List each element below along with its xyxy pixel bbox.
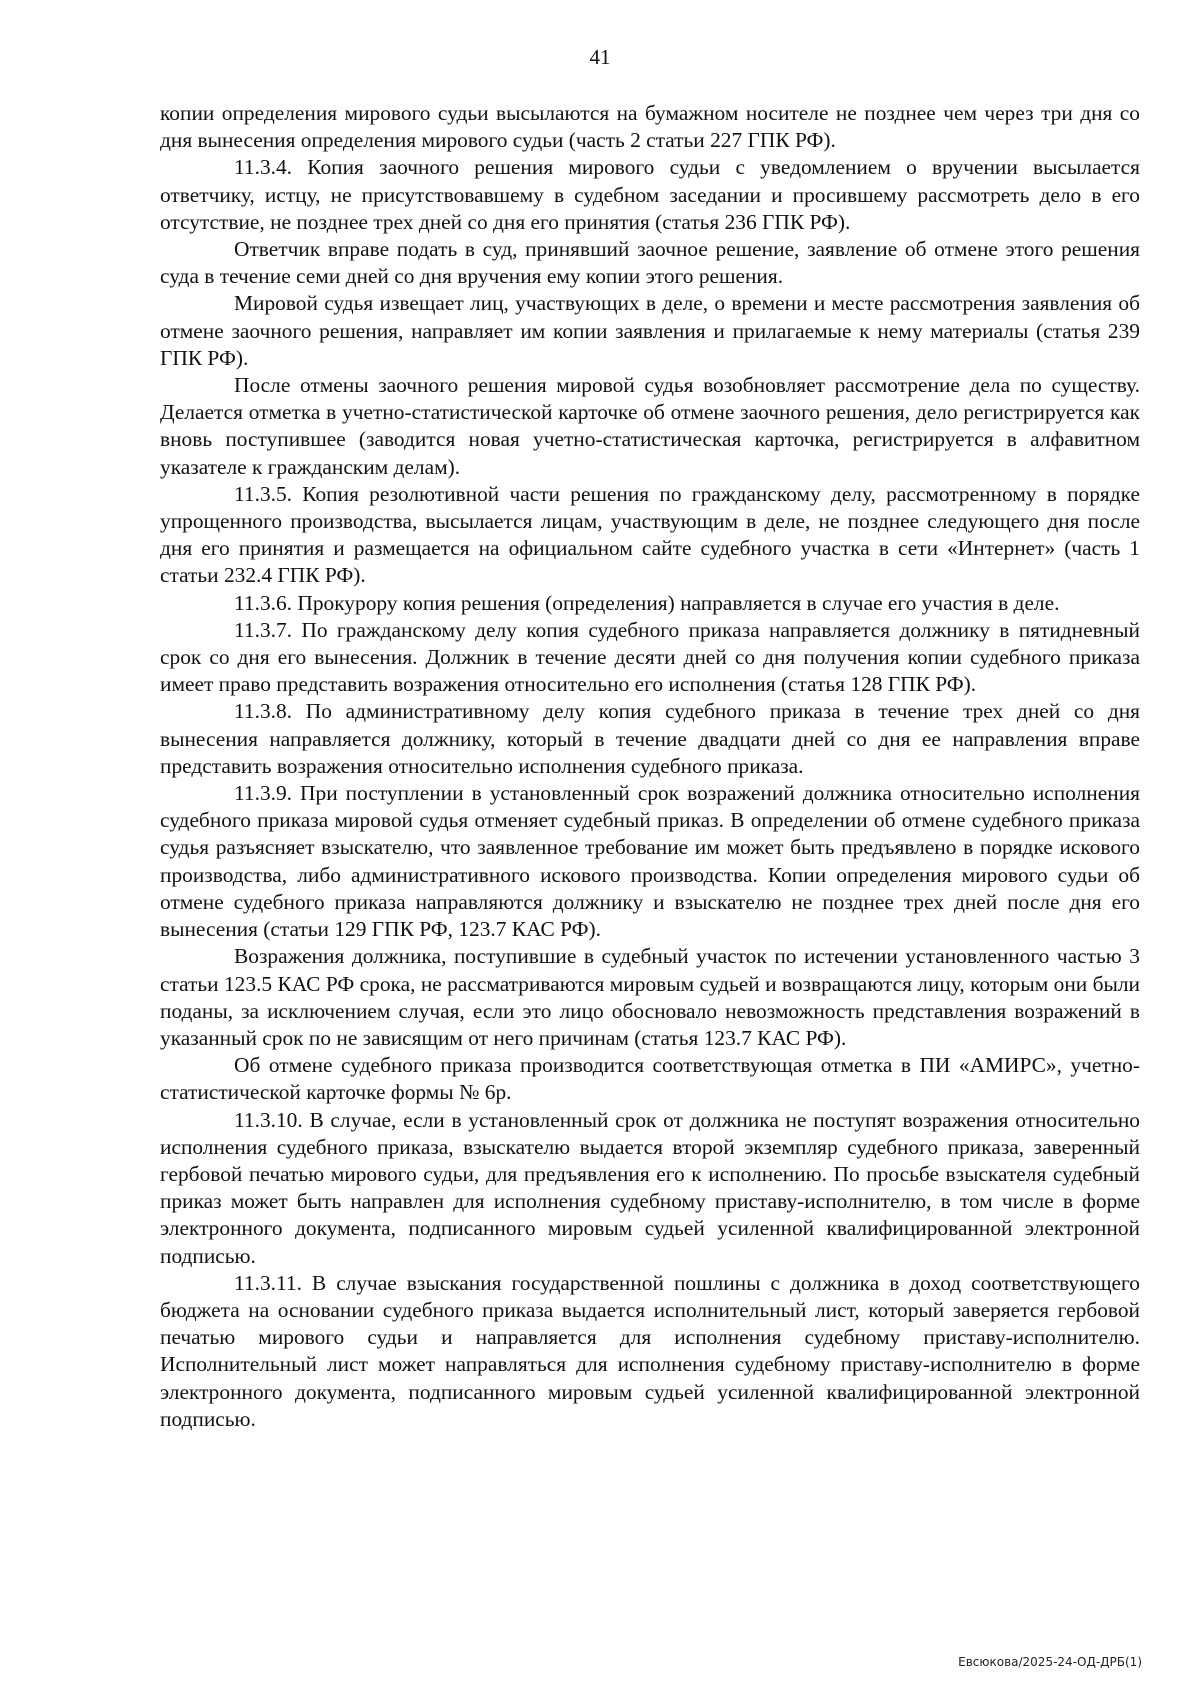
paragraph: 11.3.4. Копия заочного решения мирового судьи с уведомлением о вручении высылается ответчику, истцу, не присутствовавшему в судебном заседании и просившему рассмотреть дело в его отсутствие, не позднее трех дней со дня его принятия (статья 236 ГПК РФ).: [160, 155, 1140, 234]
paragraph: Об отмене судебного приказа производится соответствующая отметка в ПИ «АМИРС», учетно-статистической карточке формы № 6р.: [160, 1053, 1140, 1105]
footer-document-id: Евсюкова/2025-24-ОД-ДРБ(1): [958, 1655, 1142, 1669]
paragraph: 11.3.6. Прокурору копия решения (определения) направляется в случае его участия в деле.: [234, 590, 1060, 615]
paragraph: копии определения мирового судьи высылаются на бумажном носителе не позднее чем через три дня со дня вынесения определения мирового судьи (часть 2 статьи 227 ГПК РФ).: [160, 101, 1140, 153]
paragraph: 11.3.11. В случае взыскания государственной пошлины с должника в доход соответствующего бюджета на основании судебного приказа выдается исполнительный лист, который заверяется гербовой печатью мирового судьи и направляется для исполнения судебному приставу-исполнителю. Исполнительный лист может направляться для исполнения судебному приставу-исполнителю в форме электронного документа, подписанного мировым судьей усиленной квалифицированной электронной подписью.: [160, 1270, 1140, 1431]
paragraph: Возражения должника, поступившие в судебный участок по истечении установленного частью 3 статьи 123.5 КАС РФ срока, не рассматриваются мировым судьей и возвращаются лицу, которым они были поданы, за исключением случая, если это лицо обосновало невозможность представления возражений в указанный срок по не зависящим от него причинам (статья 123.7 КАС РФ).: [160, 944, 1140, 1050]
paragraph: 11.3.5. Копия резолютивной части решения по гражданскому делу, рассмотренному в порядке упрощенного производства, высылается лицам, участвующим в деле, не позднее следующего дня после дня его принятия и размещается на официальном сайте судебного участка в сети «Интернет» (часть 1 статьи 232.4 ГПК РФ).: [160, 481, 1140, 588]
paragraph: Ответчик вправе подать в суд, принявший заочное решение, заявление об отмене этого решения суда в течение семи дней со дня вручения ему копии этого решения.: [160, 237, 1140, 289]
document-body: [160, 100, 1140, 1433]
paragraph: 11.3.8. По административному делу копия судебного приказа в течение трех дней со дня вынесения направляется должнику, который в течение двадцати дней со дня ее направления вправе представить возражения относительно исполнения судебного приказа.: [160, 699, 1140, 778]
paragraph: Мировой судья извещает лиц, участвующих в деле, о времени и месте рассмотрения заявления об отмене заочного решения, направляет им копии заявления и прилагаемые к нему материалы (статья 239 ГПК РФ).: [160, 291, 1140, 370]
paragraph: 11.3.10. В случае, если в установленный срок от должника не поступят возражения относительно исполнения судебного приказа, взыскателю выдается второй экземпляр судебного приказа, заверенный гербовой печатью мирового судьи, для предъявления его к исполнению. По просьбе взыскателя судебный приказ может быть направлен для исполнения судебному приставу-исполнителю, в том числе в форме электронного документа, подписанного мировым судьей усиленной квалифицированной электронной подписью.: [160, 1107, 1140, 1268]
paragraph: После отмены заочного решения мировой судья возобновляет рассмотрение дела по существу. Делается отметка в учетно-статистической карточке об отмене заочного решения, дело регистрируется как вновь поступившее (заводится новая учетно-статистическая карточка, регистрируется в алфавитном указателе к гражданским делам).: [160, 373, 1140, 479]
paragraph: 11.3.9. При поступлении в установленный срок возражений должника относительно исполнения судебного приказа мировой судья отменяет судебный приказ. В определении об отмене судебного приказа судья разъясняет взыскателю, что заявленное требование им может быть предъявлено в порядке искового производства, либо административного искового производства. Копии определения мирового судьи об отмене судебного приказа направляются должнику и взыскателю не позднее трех дней после дня его вынесения (статьи 129 ГПК РФ, 123.7 КАС РФ).: [160, 781, 1140, 942]
page-number: 41: [589, 45, 611, 69]
paragraph: 11.3.7. По гражданскому делу копия судебного приказа направляется должнику в пятидневный срок со дня его вынесения. Должник в течение десяти дней со дня получения копии судебного приказа имеет право представить возражения относительно его исполнения (статья 128 ГПК РФ).: [160, 617, 1140, 697]
